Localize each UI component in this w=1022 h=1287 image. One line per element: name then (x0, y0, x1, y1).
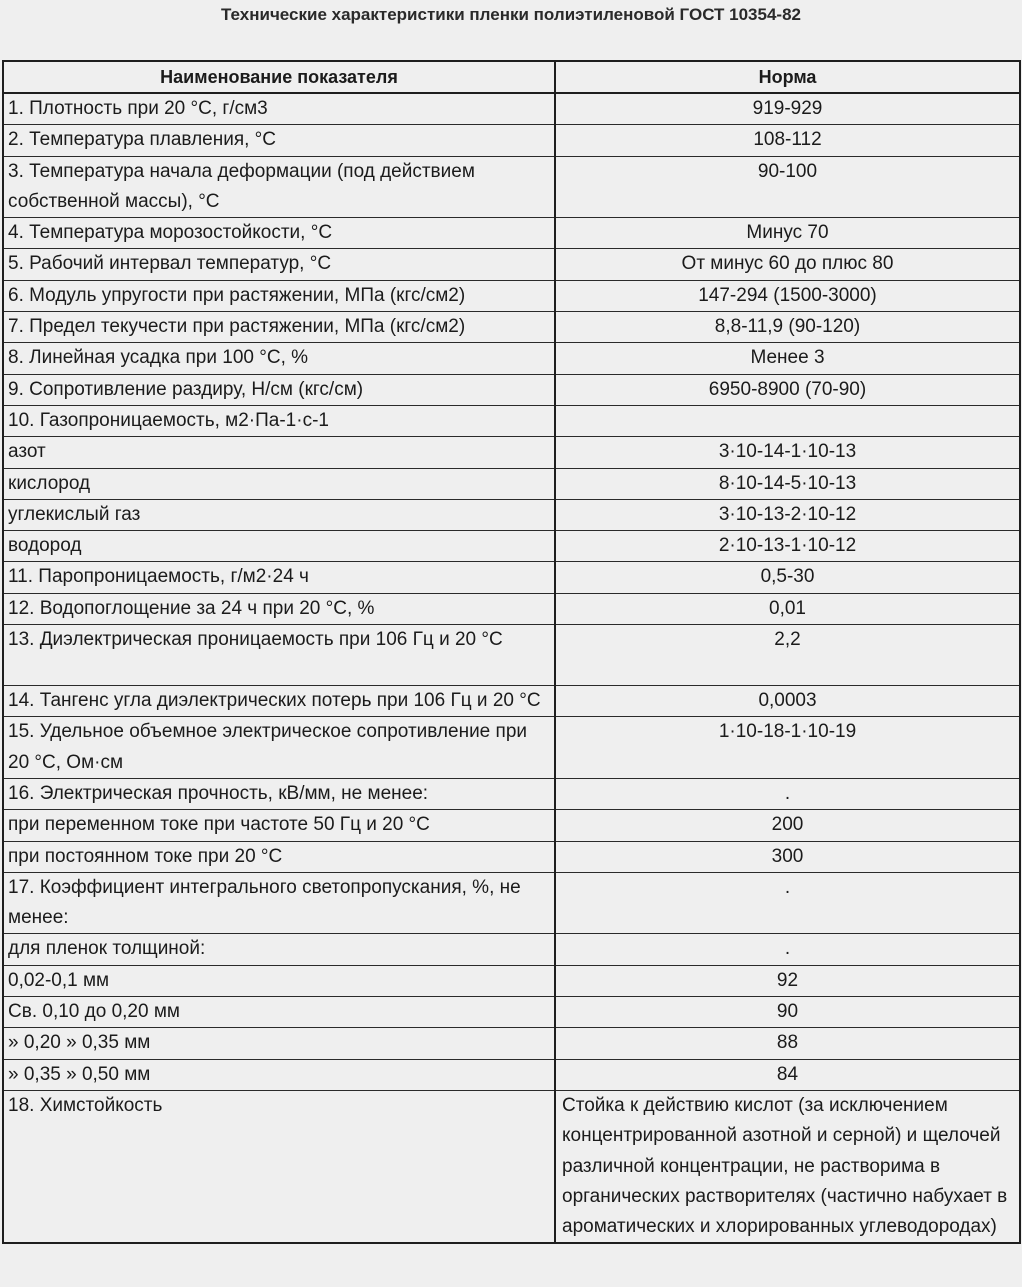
row-norm: От минус 60 до плюс 80 (555, 249, 1020, 280)
row-norm: 8·10-14-5·10-13 (555, 468, 1020, 499)
table-row (3, 872, 1020, 934)
row-name: для пленок толщиной: (3, 934, 555, 965)
table-row (3, 841, 1020, 872)
table-row (3, 343, 1020, 374)
row-name: 11. Паропроницаемость, г/м2·24 ч (3, 562, 555, 593)
row-name: при постоянном токе при 20 °С (3, 841, 555, 872)
row-name: 18. Химстойкость (3, 1090, 555, 1243)
table-row (3, 156, 1020, 218)
table-row (3, 249, 1020, 280)
row-name: » 0,35 » 0,50 мм (3, 1059, 555, 1090)
row-name: азот (3, 437, 555, 468)
table-row (3, 778, 1020, 809)
row-norm: Стойка к действию кислот (за исключением концентрированной азотной и серной) и щелочей различной концентрации, не растворима в органических растворителях (частично набухает в ароматических и хлорированных углеводородах) (555, 1090, 1020, 1243)
row-name: 0,02-0,1 мм (3, 965, 555, 996)
row-norm: 3·10-13-2·10-12 (555, 499, 1020, 530)
table-row (3, 405, 1020, 436)
row-norm: . (555, 872, 1020, 934)
table-row (3, 125, 1020, 156)
row-norm: . (555, 778, 1020, 809)
row-norm: 1·10-18-1·10-19 (555, 717, 1020, 779)
table-row (3, 717, 1020, 779)
row-norm: 8,8-11,9 (90-120) (555, 312, 1020, 343)
table-row (3, 468, 1020, 499)
table-header-row (3, 61, 1020, 93)
row-name: 14. Тангенс угла диэлектрических потерь при 106 Гц и 20 °С (3, 686, 555, 717)
table-row (3, 499, 1020, 530)
row-name: 4. Температура морозостойкости, °С (3, 218, 555, 249)
row-name: 6. Модуль упругости при растяжении, МПа (кгс/см2) (3, 280, 555, 311)
row-name: 7. Предел текучести при растяжении, МПа (кгс/см2) (3, 312, 555, 343)
column-header-norm: Норма (555, 61, 1020, 93)
row-norm: 0,01 (555, 593, 1020, 624)
row-name: Св. 0,10 до 0,20 мм (3, 997, 555, 1028)
row-name: 5. Рабочий интервал температур, °С (3, 249, 555, 280)
table-row (3, 93, 1020, 125)
table-row (3, 312, 1020, 343)
row-norm: Менее 3 (555, 343, 1020, 374)
table-row (3, 218, 1020, 249)
row-norm (555, 405, 1020, 436)
table-row (3, 934, 1020, 965)
table-row (3, 280, 1020, 311)
table-row (3, 1059, 1020, 1090)
row-name: водород (3, 531, 555, 562)
row-norm: 147-294 (1500-3000) (555, 280, 1020, 311)
row-name: 16. Электрическая прочность, кВ/мм, не менее: (3, 778, 555, 809)
row-name: при переменном токе при частоте 50 Гц и 20 °С (3, 810, 555, 841)
row-norm: 0,5-30 (555, 562, 1020, 593)
row-norm: 2·10-13-1·10-12 (555, 531, 1020, 562)
row-name: 15. Удельное объемное электрическое сопротивление при 20 °С, Ом·см (3, 717, 555, 779)
table-row (3, 531, 1020, 562)
table-row (3, 1090, 1020, 1243)
row-name: кислород (3, 468, 555, 499)
row-norm: 84 (555, 1059, 1020, 1090)
row-norm: 919-929 (555, 93, 1020, 125)
table-row (3, 625, 1020, 686)
row-norm: 92 (555, 965, 1020, 996)
row-name: 1. Плотность при 20 °С, г/см3 (3, 93, 555, 125)
row-norm: Минус 70 (555, 218, 1020, 249)
table-row (3, 997, 1020, 1028)
row-name: 9. Сопротивление раздиру, Н/см (кгс/см) (3, 374, 555, 405)
row-norm: 2,2 (555, 625, 1020, 686)
row-norm: 6950-8900 (70-90) (555, 374, 1020, 405)
row-name: 3. Температура начала деформации (под действием собственной массы), °С (3, 156, 555, 218)
row-norm: 300 (555, 841, 1020, 872)
row-norm: 0,0003 (555, 686, 1020, 717)
row-name: 13. Диэлектрическая проницаемость при 106 Гц и 20 °С (3, 625, 555, 686)
table-row (3, 562, 1020, 593)
row-norm: . (555, 934, 1020, 965)
row-name: 2. Температура плавления, °С (3, 125, 555, 156)
column-header-name: Наименование показателя (3, 61, 555, 93)
row-norm: 88 (555, 1028, 1020, 1059)
table-row (3, 810, 1020, 841)
row-norm: 3·10-14-1·10-13 (555, 437, 1020, 468)
row-norm: 200 (555, 810, 1020, 841)
row-norm: 108-112 (555, 125, 1020, 156)
row-norm: 90 (555, 997, 1020, 1028)
table-row (3, 437, 1020, 468)
table-row (3, 965, 1020, 996)
table-row (3, 593, 1020, 624)
row-name: 17. Коэффициент интегрального светопропускания, %, не менее: (3, 872, 555, 934)
row-name: 12. Водопоглощение за 24 ч при 20 °С, % (3, 593, 555, 624)
page-title: Технические характеристики пленки полиэтиленовой ГОСТ 10354-82 (221, 5, 801, 24)
row-name: » 0,20 » 0,35 мм (3, 1028, 555, 1059)
specs-table (2, 60, 1021, 1244)
table-row (3, 686, 1020, 717)
row-name: углекислый газ (3, 499, 555, 530)
table-row (3, 374, 1020, 405)
row-norm: 90-100 (555, 156, 1020, 218)
table-row (3, 1028, 1020, 1059)
row-name: 10. Газопроницаемость, м2·Па-1·с-1 (3, 405, 555, 436)
row-name: 8. Линейная усадка при 100 °С, % (3, 343, 555, 374)
